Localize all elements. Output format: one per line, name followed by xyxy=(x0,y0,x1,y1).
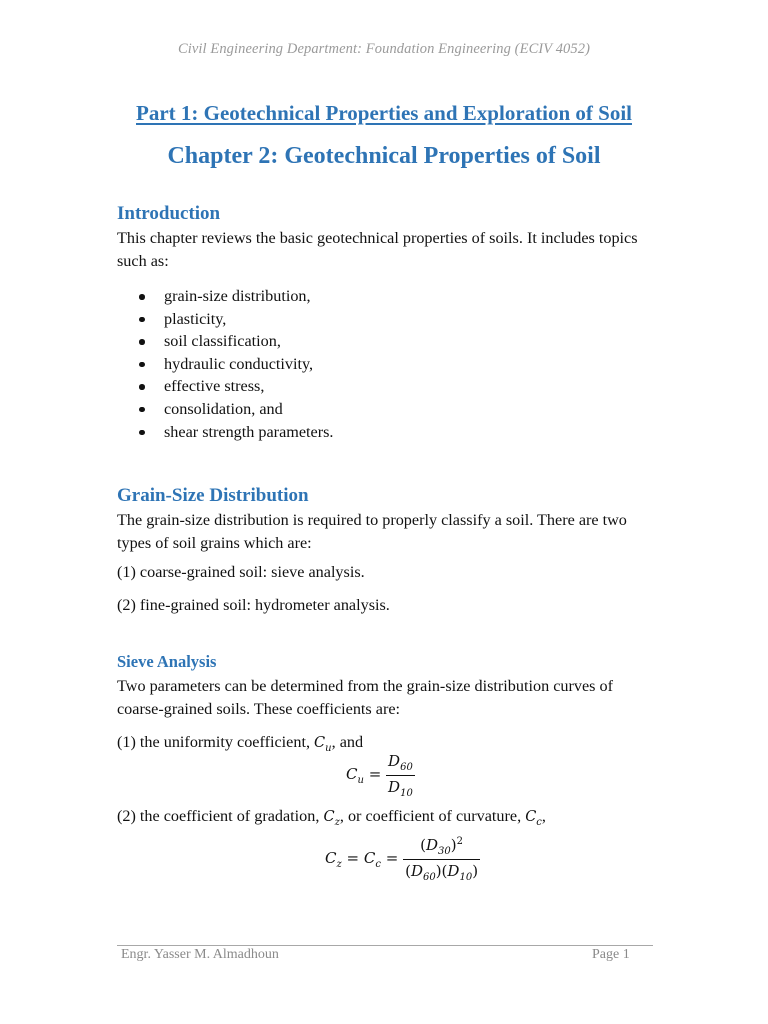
cu-symbol: $C_u$ xyxy=(314,735,332,755)
running-header: Civil Engineering Department: Foundation Engineering (ECIV 4052) xyxy=(177,41,591,57)
footer-author: Engr. Yasser M. Almadhoun xyxy=(121,947,279,962)
gradation-equation: $C_z = C_c$ = $\frac{(D_{30})^2}{(D_{60})(D_{10})}$ xyxy=(325,836,479,883)
list-item: consolidation, and xyxy=(117,398,657,421)
list-item: plasticity, xyxy=(117,308,657,331)
list-item: grain-size distribution, xyxy=(117,285,657,308)
gradation-mid: , or coefficient of curvature, xyxy=(339,807,526,825)
uniformity-text: (1) the uniformity coefficient, xyxy=(117,733,315,752)
grain-size-paragraph: The grain-size distribution is required to properly classify a soil. There are two types of soil grains which are: xyxy=(117,511,627,553)
cz-symbol: $C_z$ xyxy=(323,809,340,828)
uniformity-suffix: , and xyxy=(331,733,364,752)
grain-size-heading: Grain-Size Distribution xyxy=(117,485,309,507)
footer-page-number: Page 1 xyxy=(592,947,630,962)
grain-size-item-2: (2) fine-grained soil: hydrometer analysis. xyxy=(117,596,390,615)
topics-list xyxy=(117,285,657,443)
part-title[interactable] xyxy=(0,101,768,126)
list-item: hydraulic conductivity, xyxy=(117,353,657,376)
uniformity-equation: $C_u$ = $\frac{D_{60}}{D_{10}}$ xyxy=(346,752,413,799)
footer-divider xyxy=(117,945,653,946)
gradation-text: (2) the coefficient of gradation, xyxy=(117,807,324,825)
introduction-paragraph: This chapter reviews the basic geotechnical properties of soils. It includes topics such as: xyxy=(117,229,638,270)
introduction-heading: Introduction xyxy=(117,203,221,224)
grain-size-item-1: (1) coarse-grained soil: sieve analysis. xyxy=(117,563,365,582)
list-item: soil classification, xyxy=(117,330,657,353)
list-item: shear strength parameters. xyxy=(117,421,657,444)
sieve-paragraph: Two parameters can be determined from the grain-size distribution curves of coarse-grained soils. These coefficients are: xyxy=(117,677,614,719)
part-title-link[interactable]: Part 1: Geotechnical Properties and Exploration of Soil xyxy=(136,101,632,125)
list-item: effective stress, xyxy=(117,375,657,398)
sieve-analysis-heading: Sieve Analysis xyxy=(117,652,217,672)
chapter-title: Chapter 2: Geotechnical Properties of Soil xyxy=(167,143,601,169)
gradation-line xyxy=(117,805,657,834)
gradation-suffix: , xyxy=(541,807,546,825)
main-content xyxy=(117,202,657,760)
cc-symbol: $C_c$ xyxy=(525,809,542,828)
